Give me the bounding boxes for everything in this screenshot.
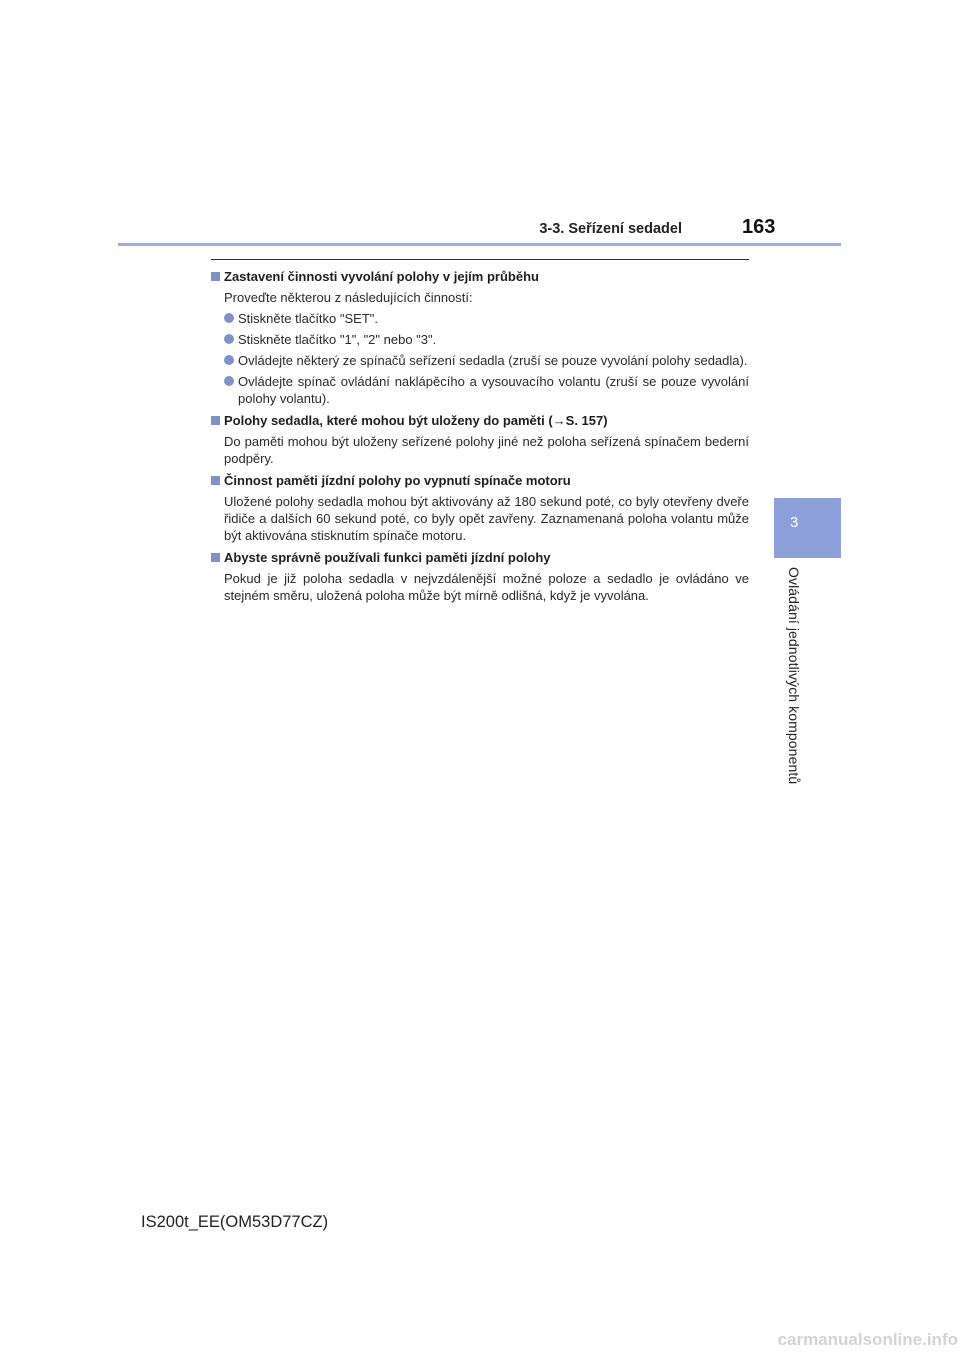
list-item-text: Stiskněte tlačítko "SET". [238, 311, 379, 326]
list-item [211, 373, 749, 407]
list-item-text: Ovládejte některý ze spínačů seřízení sedadla (zruší se pouze vyvolání polohy sedadla). [238, 353, 748, 368]
chapter-number: 3 [790, 514, 799, 531]
square-bullet-icon [211, 272, 220, 281]
circle-bullet-icon [224, 376, 234, 386]
circle-bullet-icon [224, 334, 234, 344]
section-paragraph: Pokud je již poloha sedadla v nejvzdálenější možné poloze a sedadlo je ovládáno ve stejném směru, uložená poloha může být mírně odlišná, když je vyvolána. [224, 571, 749, 603]
section-paragraph: Uložené polohy sedadla mohou být aktivovány až 180 sekund poté, co byly otevřeny dveře řidiče a dalších 60 sekund poté, co byly opět zavřeny. Zaznamenaná poloha volantu může být aktivována stisknutím spínače motoru. [224, 494, 749, 543]
watermark: carmanualsonline.info [777, 1330, 958, 1349]
section-heading [211, 268, 749, 285]
chapter-title-vertical: Ovládání jednotlivých komponentů [786, 567, 802, 785]
section-heading-text[interactable]: Polohy sedadla, které mohou být uloženy do paměti (→S. 157) [224, 413, 608, 428]
page-number: 163 [742, 216, 776, 238]
section-heading-text: Zastavení činnosti vyvolání polohy v jejím průběhu [224, 269, 539, 284]
page-content [211, 268, 749, 609]
section-seat-positions [211, 412, 749, 467]
list-item [211, 352, 749, 369]
content-top-rule [211, 259, 749, 260]
section-heading-text: Činnost paměti jízdní polohy po vypnutí spínače motoru [224, 473, 571, 488]
list-item [211, 310, 749, 327]
list-item [211, 331, 749, 348]
manual-code: IS200t_EE(OM53D77CZ) [141, 1213, 329, 1231]
chapter-tab [774, 498, 841, 558]
circle-bullet-icon [224, 313, 234, 323]
square-bullet-icon [211, 553, 220, 562]
section-paragraph: Proveďte některou z následujících činností: [224, 290, 473, 305]
list-item-text: Ovládejte spínač ovládání naklápěcího a vysouvacího volantu (zruší se pouze vyvolání polohy volantu). [238, 374, 749, 406]
header-divider [118, 243, 841, 246]
section-correct-use [211, 549, 749, 604]
section-heading [211, 472, 749, 489]
section-heading-text: Abyste správně používali funkci paměti jízdní polohy [224, 550, 551, 565]
section-stop-recall [211, 268, 749, 407]
square-bullet-icon [211, 416, 220, 425]
square-bullet-icon [211, 476, 220, 485]
section-heading [211, 412, 749, 429]
section-memory-after-off [211, 472, 749, 544]
header-section-title: 3-3. Seřízení sedadel [539, 221, 682, 237]
section-paragraph: Do paměti mohou být uloženy seřízené polohy jiné než poloha seřízená spínačem bederní podpěry. [224, 434, 749, 466]
list-item-text: Stiskněte tlačítko "1", "2" nebo "3". [238, 332, 437, 347]
circle-bullet-icon [224, 355, 234, 365]
section-heading [211, 549, 749, 566]
